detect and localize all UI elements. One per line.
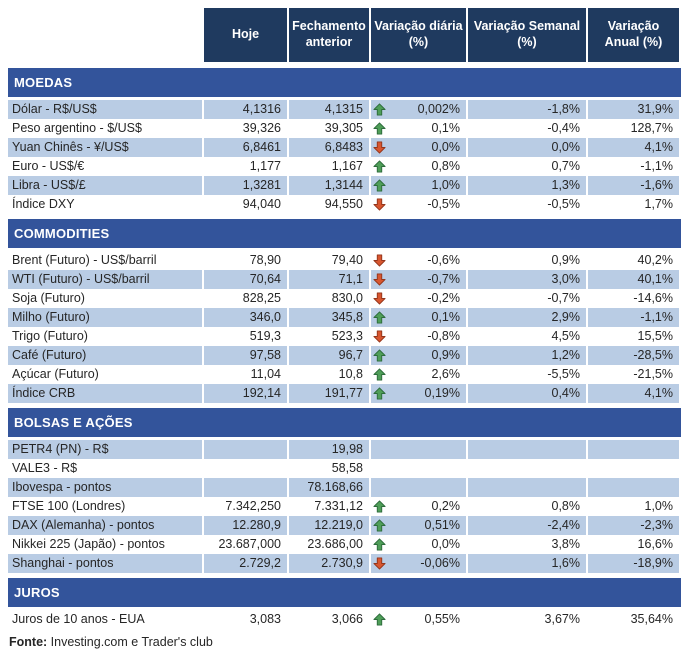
row-label: Café (Futuro) xyxy=(8,346,202,365)
variacao-semanal-cell: -5,5% xyxy=(547,367,580,381)
table-row xyxy=(8,535,681,554)
hoje-cell xyxy=(204,459,287,478)
table-row xyxy=(8,327,681,346)
header-variacao-semanal: Variação Semanal (%) xyxy=(468,8,586,62)
row-label: Trigo (Futuro) xyxy=(12,329,88,343)
row-label: Yuan Chinês - ¥/US$ xyxy=(8,138,202,157)
hoje-cell: 192,14 xyxy=(204,384,287,403)
table-row xyxy=(8,100,681,119)
hoje-cell: 97,58 xyxy=(204,346,287,365)
down-arrow-icon xyxy=(373,195,386,214)
up-arrow-icon xyxy=(373,176,386,195)
variacao-semanal-cell xyxy=(468,478,586,497)
header-hoje: Hoje xyxy=(204,8,287,62)
variacao-semanal-cell: -2,4% xyxy=(468,516,586,535)
section-header-commodities: COMMODITIES xyxy=(8,219,681,248)
variacao-anual-cell: -28,5% xyxy=(588,346,679,365)
row-label: Ibovespa - pontos xyxy=(8,478,202,497)
row-label: Shanghai - pontos xyxy=(8,554,202,573)
table-header-row xyxy=(8,8,681,62)
hoje-cell: 1,177 xyxy=(249,159,281,173)
variacao-semanal-cell: 1,2% xyxy=(468,346,586,365)
variacao-diaria-value: 0,0% xyxy=(431,537,460,551)
variacao-anual-cell: -21,5% xyxy=(633,367,673,381)
variacao-diaria-cell xyxy=(371,176,466,195)
variacao-diaria-cell xyxy=(371,327,466,346)
variacao-semanal-cell xyxy=(468,440,586,459)
fechamento-cell: 71,1 xyxy=(289,270,369,289)
table-row xyxy=(8,119,681,138)
fechamento-cell: 4,1315 xyxy=(289,100,369,119)
variacao-diaria-value: 0,0% xyxy=(431,140,460,154)
section-header-bolsas-e-a-es: BOLSAS E AÇÕES xyxy=(8,408,681,437)
variacao-diaria-value: 0,002% xyxy=(417,102,460,116)
variacao-anual-cell: -1,6% xyxy=(588,176,679,195)
table-body xyxy=(8,68,681,629)
header-variacao-anual: Variação Anual (%) xyxy=(588,8,679,62)
hoje-cell: 828,25 xyxy=(242,291,281,305)
variacao-diaria-value: 0,2% xyxy=(431,499,460,513)
variacao-semanal-cell: 0,9% xyxy=(551,253,580,267)
variacao-diaria-value: -0,5% xyxy=(427,197,460,211)
table-row xyxy=(8,478,681,497)
table-row xyxy=(8,308,681,327)
hoje-cell: 3,083 xyxy=(249,612,281,626)
hoje-cell: 94,040 xyxy=(242,197,281,211)
table-row xyxy=(8,289,681,308)
row-label: VALE3 - R$ xyxy=(12,461,78,475)
variacao-semanal-cell: 0,4% xyxy=(468,384,586,403)
variacao-diaria-cell xyxy=(371,119,466,138)
row-label: PETR4 (PN) - R$ xyxy=(8,440,202,459)
up-arrow-icon xyxy=(373,384,386,403)
variacao-anual-cell: 35,64% xyxy=(630,612,673,626)
row-label: Índice DXY xyxy=(12,197,75,211)
variacao-diaria-cell xyxy=(371,384,466,403)
variacao-semanal-cell xyxy=(468,459,586,478)
table-row xyxy=(8,459,681,478)
table-row xyxy=(8,365,681,384)
up-arrow-icon xyxy=(373,610,386,629)
variacao-diaria-value: -0,7% xyxy=(427,272,460,286)
source-label: Fonte: xyxy=(9,635,48,649)
variacao-diaria-value: 0,9% xyxy=(431,348,460,362)
row-label: Euro - US$/€ xyxy=(12,159,85,173)
hoje-cell: 11,04 xyxy=(250,367,281,381)
hoje-cell: 7.342,250 xyxy=(225,499,281,513)
row-label: Peso argentino - $/US$ xyxy=(12,121,142,135)
table-row xyxy=(8,138,681,157)
variacao-diaria-value: 0,51% xyxy=(424,518,460,532)
up-arrow-icon xyxy=(373,346,386,365)
fechamento-cell: 96,7 xyxy=(289,346,369,365)
variacao-anual-cell xyxy=(588,440,679,459)
variacao-diaria-value: 0,19% xyxy=(424,386,460,400)
variacao-semanal-cell: 4,5% xyxy=(551,329,580,343)
variacao-diaria-cell xyxy=(371,610,466,629)
fechamento-cell: 830,0 xyxy=(331,291,363,305)
variacao-diaria-cell xyxy=(371,270,466,289)
variacao-diaria-value: -0,6% xyxy=(427,253,460,267)
row-label: Libra - US$/£ xyxy=(8,176,202,195)
variacao-diaria-cell xyxy=(371,440,466,459)
variacao-diaria-cell xyxy=(371,346,466,365)
variacao-diaria-value: 0,8% xyxy=(431,159,460,173)
fechamento-cell: 39,305 xyxy=(324,121,363,135)
header-fechamento-anterior: Fechamento anterior xyxy=(289,8,369,62)
up-arrow-icon xyxy=(373,497,386,516)
variacao-diaria-cell xyxy=(371,554,466,573)
variacao-semanal-cell: -0,5% xyxy=(547,197,580,211)
variacao-diaria-cell xyxy=(371,157,466,176)
hoje-cell xyxy=(204,440,287,459)
down-arrow-icon xyxy=(373,289,386,308)
row-label: Brent (Futuro) - US$/barril xyxy=(12,253,157,267)
down-arrow-icon xyxy=(373,138,386,157)
variacao-diaria-cell xyxy=(371,138,466,157)
up-arrow-icon xyxy=(373,365,386,384)
variacao-anual-cell: -18,9% xyxy=(588,554,679,573)
variacao-diaria-value: 0,55% xyxy=(424,612,460,626)
up-arrow-icon xyxy=(373,100,386,119)
fechamento-cell: 7.331,12 xyxy=(314,499,363,513)
variacao-diaria-value: 2,6% xyxy=(431,367,460,381)
variacao-semanal-cell: 0,0% xyxy=(468,138,586,157)
variacao-anual-cell: 4,1% xyxy=(588,384,679,403)
variacao-semanal-cell: 0,7% xyxy=(551,159,580,173)
variacao-diaria-cell xyxy=(371,497,466,516)
hoje-cell: 70,64 xyxy=(204,270,287,289)
fechamento-cell: 79,40 xyxy=(331,253,363,267)
row-label: FTSE 100 (Londres) xyxy=(12,499,126,513)
down-arrow-icon xyxy=(373,554,386,573)
table-row xyxy=(8,157,681,176)
fechamento-cell: 523,3 xyxy=(331,329,363,343)
source-line xyxy=(8,635,681,649)
variacao-diaria-cell xyxy=(371,365,466,384)
variacao-diaria-value: 0,1% xyxy=(431,310,460,324)
variacao-diaria-value: 0,1% xyxy=(431,121,460,135)
hoje-cell: 78,90 xyxy=(249,253,281,267)
fechamento-cell: 19,98 xyxy=(289,440,369,459)
fechamento-cell: 78.168,66 xyxy=(289,478,369,497)
row-label: Juros de 10 anos - EUA xyxy=(12,612,145,626)
fechamento-cell: 58,58 xyxy=(331,461,363,475)
table-row xyxy=(8,346,681,365)
row-label: Soja (Futuro) xyxy=(12,291,85,305)
hoje-cell: 12.280,9 xyxy=(204,516,287,535)
variacao-diaria-cell xyxy=(371,100,466,119)
hoje-cell: 1,3281 xyxy=(204,176,287,195)
variacao-anual-cell: 1,0% xyxy=(644,499,673,513)
fechamento-cell: 1,167 xyxy=(331,159,363,173)
variacao-semanal-cell: 3,67% xyxy=(544,612,580,626)
table-row xyxy=(8,554,681,573)
hoje-cell: 346,0 xyxy=(204,308,287,327)
variacao-anual-cell: 15,5% xyxy=(637,329,673,343)
fechamento-cell: 6,8483 xyxy=(289,138,369,157)
fechamento-cell: 23.686,00 xyxy=(307,537,363,551)
variacao-semanal-cell: 1,3% xyxy=(468,176,586,195)
fechamento-cell: 345,8 xyxy=(289,308,369,327)
hoje-cell: 519,3 xyxy=(249,329,281,343)
variacao-anual-cell: 40,2% xyxy=(637,253,673,267)
row-label: Dólar - R$/US$ xyxy=(8,100,202,119)
header-corner-cell xyxy=(8,8,202,62)
variacao-semanal-cell: 1,6% xyxy=(468,554,586,573)
variacao-diaria-cell xyxy=(371,289,466,308)
up-arrow-icon xyxy=(373,119,386,138)
variacao-anual-cell: -14,6% xyxy=(633,291,673,305)
fechamento-cell: 1,3144 xyxy=(289,176,369,195)
up-arrow-icon xyxy=(373,516,386,535)
variacao-diaria-cell xyxy=(371,459,466,478)
table-row xyxy=(8,270,681,289)
hoje-cell: 39,326 xyxy=(242,121,281,135)
variacao-anual-cell: 128,7% xyxy=(630,121,673,135)
down-arrow-icon xyxy=(373,327,386,346)
markets-table xyxy=(8,8,681,649)
fechamento-cell: 3,066 xyxy=(331,612,363,626)
table-row xyxy=(8,176,681,195)
variacao-diaria-cell xyxy=(371,308,466,327)
fechamento-cell: 10,8 xyxy=(338,367,363,381)
variacao-diaria-cell xyxy=(371,535,466,554)
hoje-cell: 2.729,2 xyxy=(204,554,287,573)
row-label: DAX (Alemanha) - pontos xyxy=(8,516,202,535)
variacao-anual-cell: -1,1% xyxy=(588,308,679,327)
variacao-anual-cell xyxy=(588,459,679,478)
variacao-diaria-cell xyxy=(371,516,466,535)
variacao-diaria-value: -0,06% xyxy=(420,556,460,570)
hoje-cell: 4,1316 xyxy=(204,100,287,119)
up-arrow-icon xyxy=(373,157,386,176)
table-row xyxy=(8,610,681,629)
variacao-semanal-cell: -1,8% xyxy=(468,100,586,119)
fechamento-cell: 2.730,9 xyxy=(289,554,369,573)
table-row xyxy=(8,516,681,535)
hoje-cell: 6,8461 xyxy=(204,138,287,157)
variacao-anual-cell: -1,1% xyxy=(640,159,673,173)
fechamento-cell: 94,550 xyxy=(324,197,363,211)
row-label: Índice CRB xyxy=(8,384,202,403)
table-row xyxy=(8,384,681,403)
variacao-semanal-cell: -0,7% xyxy=(547,291,580,305)
variacao-diaria-cell xyxy=(371,251,466,270)
row-label: Açúcar (Futuro) xyxy=(12,367,99,381)
variacao-diaria-cell xyxy=(371,195,466,214)
variacao-anual-cell: 4,1% xyxy=(588,138,679,157)
fechamento-cell: 12.219,0 xyxy=(289,516,369,535)
down-arrow-icon xyxy=(373,270,386,289)
variacao-anual-cell: 40,1% xyxy=(588,270,679,289)
table-row xyxy=(8,195,681,214)
variacao-semanal-cell: 3,0% xyxy=(468,270,586,289)
fechamento-cell: 191,77 xyxy=(289,384,369,403)
section-header-moedas: MOEDAS xyxy=(8,68,681,97)
variacao-diaria-cell xyxy=(371,478,466,497)
variacao-semanal-cell: 0,8% xyxy=(551,499,580,513)
row-label: WTI (Futuro) - US$/barril xyxy=(8,270,202,289)
variacao-anual-cell xyxy=(588,478,679,497)
table-row xyxy=(8,497,681,516)
variacao-anual-cell: 1,7% xyxy=(644,197,673,211)
variacao-diaria-value: 1,0% xyxy=(431,178,460,192)
section-header-juros: JUROS xyxy=(8,578,681,607)
table-row xyxy=(8,251,681,270)
source-text: Investing.com e Trader's club xyxy=(47,635,213,649)
table-row xyxy=(8,440,681,459)
variacao-anual-cell: 31,9% xyxy=(588,100,679,119)
up-arrow-icon xyxy=(373,308,386,327)
variacao-diaria-value: -0,8% xyxy=(427,329,460,343)
variacao-diaria-value: -0,2% xyxy=(427,291,460,305)
variacao-semanal-cell: 3,8% xyxy=(551,537,580,551)
down-arrow-icon xyxy=(373,251,386,270)
variacao-semanal-cell: 2,9% xyxy=(468,308,586,327)
variacao-anual-cell: 16,6% xyxy=(637,537,673,551)
hoje-cell xyxy=(204,478,287,497)
hoje-cell: 23.687,000 xyxy=(218,537,281,551)
variacao-anual-cell: -2,3% xyxy=(588,516,679,535)
up-arrow-icon xyxy=(373,535,386,554)
variacao-semanal-cell: -0,4% xyxy=(547,121,580,135)
header-variacao-diaria: Variação diária (%) xyxy=(371,8,466,62)
row-label: Nikkei 225 (Japão) - pontos xyxy=(12,537,165,551)
row-label: Milho (Futuro) xyxy=(8,308,202,327)
